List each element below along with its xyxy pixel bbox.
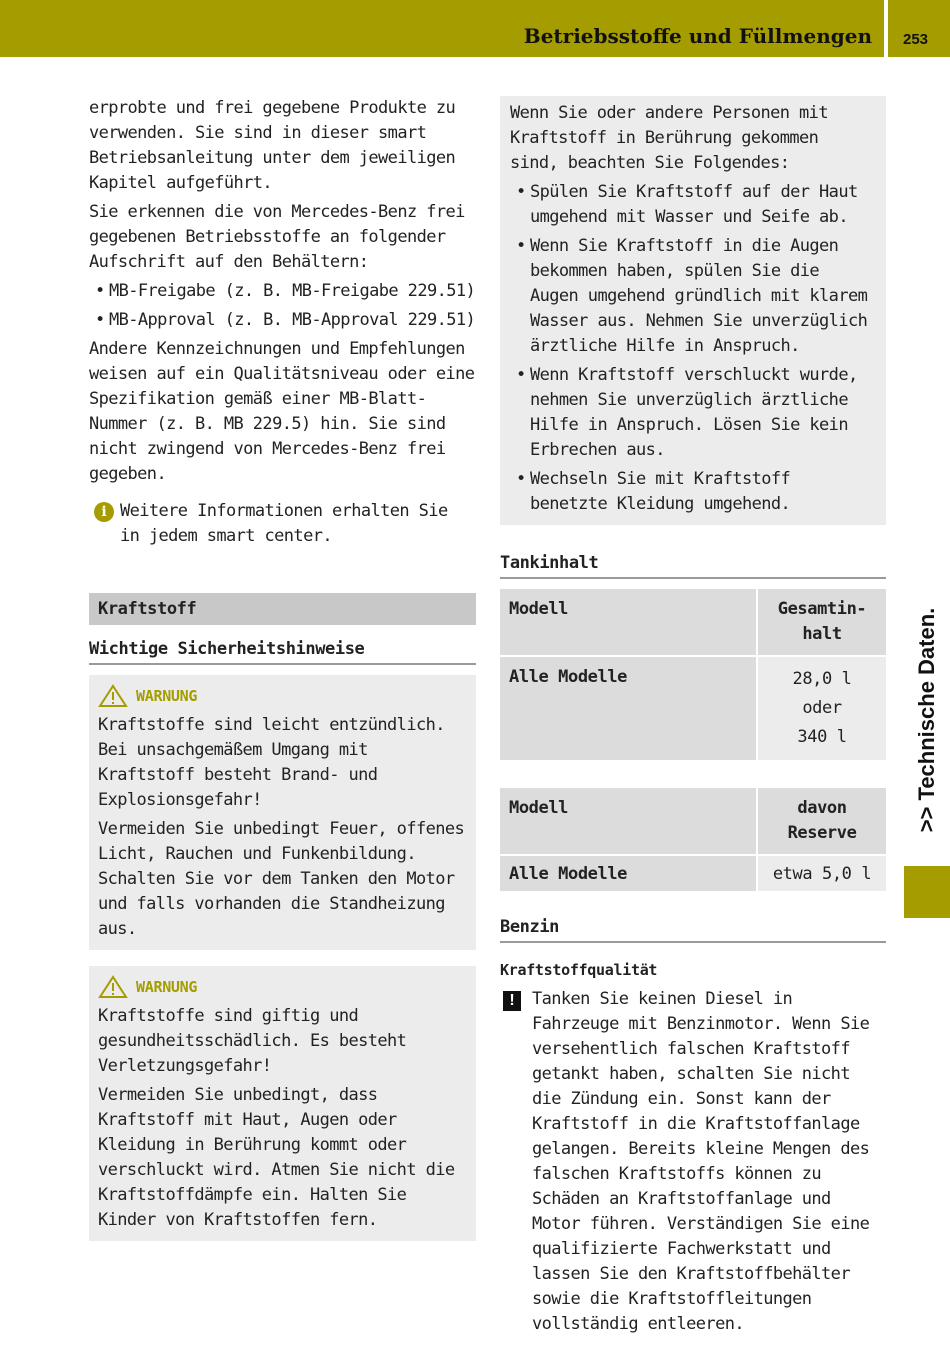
intro-paragraph-2: Sie erkennen die von Mercedes-Benz frei gegebenen Betriebsstoffe an folgender Aufschrift auf den Behältern: [89,202,465,272]
fuel-quality-heading: Kraftstoffqualität [500,961,658,979]
list-item: • Wenn Sie Kraftstoff in die Augen bekommen haben, spülen Sie die Augen umgehend gründlich mit klarem Wasser aus. Nehmen Sie unverzüglich ärztliche Hilfe in Anspruch. [510,234,876,359]
table-header-cell: Gesamtin- halt [757,589,886,656]
exclamation-icon: ! [503,991,521,1011]
table-cell: Alle Modelle [500,656,757,760]
table-cell: 28,0 l oder 340 l [757,656,886,760]
warning-box [89,966,476,1241]
approval-list [89,279,476,333]
page-title: Betriebsstoffe und Füllmengen [523,24,872,48]
warning-triangle-icon [98,975,128,999]
warning-label: WARNUNG [136,687,198,705]
fuel-notice [500,987,886,1337]
tank-capacity-table [500,589,886,760]
list-item: • MB-Freigabe (z. B. MB-Freigabe 229.51) [89,279,476,304]
notice-text: Tanken Sie keinen Diesel in Fahrzeuge mit Benzinmotor. Wenn Sie versehentlich falschen Kraftstoff getankt haben, schalten Sie nicht die Zündung ein. Sonst kann der Kraftstoff in die Kraftstoffanlage gelangen. Bereits kleine Mengen des falschen Kraftstoffs können zu Schäden an Kraftstoffanlage und Motor führen. Verständigen Sie eine qualifizierte Fachwerkstatt und lassen Sie den Kraftstoffbehälter sowie die Kraftstoffleitungen vollständig entleeren. [532,989,870,1334]
warning-text: Vermeiden Sie unbedingt Feuer, offenes Licht, Rauchen und Funkenbildung. Schalten Sie vor dem Tanken den Motor und falls vorhanden die Standheizung aus. [98,819,465,939]
list-item: • Wechseln Sie mit Kraftstoff benetzte Kleidung umgehend. [510,467,876,517]
warning-header [98,683,467,709]
side-tab-label[interactable]: >> Technische Daten. [914,607,939,833]
page-number: 253 [903,31,929,48]
warning-box [89,675,476,950]
list-item: • Spülen Sie Kraftstoff auf der Haut umgehend mit Wasser und Seife ab. [510,180,876,230]
table-row [500,855,886,891]
warning-triangle-icon [98,684,128,708]
warning-label: WARNUNG [136,978,198,996]
warning-text: Kraftstoffe sind giftig und gesundheitsschädlich. Es besteht Verletzungsgefahr! [98,1006,407,1076]
info-note [89,499,476,549]
table-header-row [500,589,886,656]
right-column [500,96,886,1337]
table-cell: Alle Modelle [500,855,757,891]
reserve-table [500,788,886,891]
info-icon: i [94,502,114,522]
list-item: • Wenn Kraftstoff verschluckt wurde, nehmen Sie unverzüglich ärztliche Hilfe in Anspruch. Lösen Sie kein Erbrechen aus. [510,363,876,463]
first-aid-list [510,180,876,517]
table-header-row [500,788,886,855]
warning-header [98,974,467,1000]
list-item: • MB-Approval (z. B. MB-Approval 229.51) [89,308,476,333]
table-row [500,656,886,760]
table-cell: etwa 5,0 l [757,855,886,891]
first-aid-intro: Wenn Sie oder andere Personen mit Kraftstoff in Berührung gekommen sind, beachten Sie Folgendes: [510,103,828,173]
side-tab-marker[interactable] [904,866,950,918]
benzin-heading: Benzin [500,917,886,943]
warning-text: Kraftstoffe sind leicht entzündlich. Bei unsachgemäßem Umgang mit Kraftstoff besteht Brand- und Explosionsgefahr! [98,715,445,810]
table-header-cell: Modell [500,788,757,855]
intro-paragraph-1: erprobte und frei gegebene Produkte zu verwenden. Sie sind in dieser smart Betriebsanleitung unter dem jeweiligen Kapitel aufgeführt. [89,98,456,193]
tank-heading: Tankinhalt [500,553,886,579]
left-column [89,96,476,1241]
table-header-cell: davon Reserve [757,788,886,855]
section-title: Kraftstoff [89,593,476,625]
safety-heading: Wichtige Sicherheitshinweise [89,639,476,665]
first-aid-box [500,96,886,525]
info-text: Weitere Informationen erhalten Sie in jedem smart center. [120,501,448,546]
page-number-box [888,0,950,57]
other-labels-paragraph: Andere Kennzeichnungen und Empfehlungen weisen auf ein Qualitätsniveau oder eine Spezifikation gemäß einer MB-Blatt-Nummer (z. B. MB 229.5) hin. Sie sind nicht zwingend von Mercedes-Benz frei gegeben. [89,339,475,484]
table-header-cell: Modell [500,589,757,656]
warning-text: Vermeiden Sie unbedingt, dass Kraftstoff mit Haut, Augen oder Kleidung in Berührung kommt oder verschluckt wird. Atmen Sie nicht die Kraftstoffdämpfe ein. Halten Sie Kinder von Kraftstoffen fern. [98,1085,455,1230]
